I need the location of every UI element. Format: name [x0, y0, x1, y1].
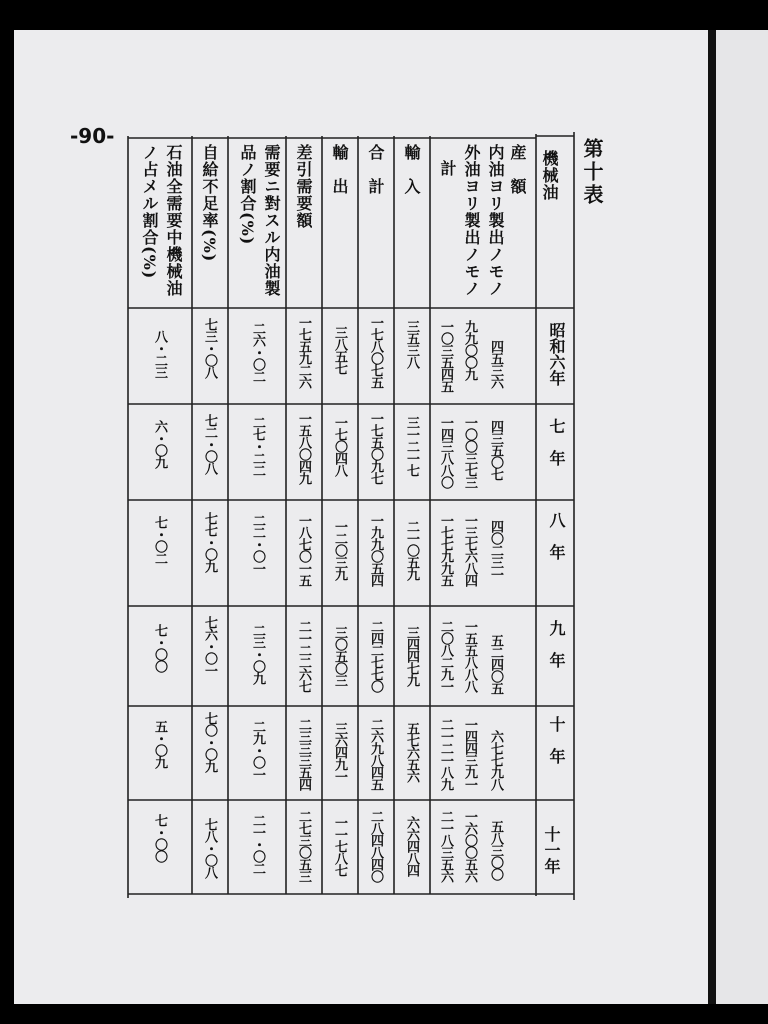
cell-net-demand: 一八七〇一五 [296, 514, 311, 586]
cell-production-total: 一〇三五四五 [438, 320, 453, 392]
cell-total: 二八四八四〇 [368, 810, 383, 882]
cell-domestic: 四三五〇七 [488, 420, 503, 480]
header-item: 機械油 [540, 150, 559, 201]
header-production: 産 額 [508, 144, 527, 195]
cell-domestic-ratio: 二七・二二 [250, 416, 265, 476]
header-share-1: 石油全需要中機械油 [164, 144, 183, 297]
cell-domestic: 五二四〇五 [488, 634, 503, 694]
cell-domestic: 六七七九八 [488, 730, 503, 790]
cell-exports: 一二〇三九 [332, 520, 347, 580]
cell-production-total: 二〇八二九一 [438, 620, 453, 692]
cell-foreign: 一六〇〇五六 [462, 810, 477, 882]
cell-domestic-ratio: 二九・〇一 [250, 720, 265, 780]
cell-net-demand: 二七三〇五三 [296, 810, 311, 882]
cell-share: 八・二三 [152, 330, 167, 378]
cell-shortfall: 七七・〇九 [202, 512, 217, 572]
header-net-demand: 差引需要額 [294, 144, 313, 229]
cell-total: 二四二七七〇 [368, 620, 383, 692]
cell-share: 五・〇九 [152, 720, 167, 768]
cell-imports: 五七六五六 [404, 722, 419, 782]
cell-imports: 二一〇五九 [404, 520, 419, 580]
cell-domestic: 五八三〇〇 [488, 820, 503, 880]
cell-total: 一七八〇七五 [368, 316, 383, 388]
cell-share: 七・〇〇 [152, 814, 167, 862]
cell-domestic: 四〇二三一 [488, 520, 503, 580]
cell-imports: 三五三八 [404, 320, 419, 368]
cell-exports: 一一七八七 [332, 816, 347, 876]
page-number: -90- [70, 124, 115, 148]
cell-share: 七・〇二 [152, 516, 167, 564]
cell-foreign: 一〇〇三七三 [462, 416, 477, 488]
cell-domestic-ratio: 二三・〇九 [250, 624, 265, 684]
cell-foreign: 一五五八八八 [462, 620, 477, 692]
cell-share: 七・〇〇 [152, 624, 167, 672]
header-imports: 輸 入 [402, 144, 421, 195]
cell-production-total: 一四三八八〇 [438, 416, 453, 488]
header-production-total: 計 [438, 160, 457, 177]
cell-shortfall: 七〇・〇九 [202, 712, 217, 772]
cell-total: 一九九〇五四 [368, 514, 383, 586]
header-shortfall: 自給不足率(%) [200, 144, 219, 263]
cell-domestic-ratio: 二一・〇二 [250, 814, 265, 874]
cell-total: 二六九八四五 [368, 718, 383, 790]
cell-share: 六・〇九 [152, 420, 167, 468]
header-domestic-production: 内油ヨリ製出ノモノ [486, 144, 505, 297]
table-title: 第十表 [580, 138, 604, 207]
cell-net-demand: 一五八〇四九 [296, 412, 311, 484]
cell-exports: 三六四九一 [332, 722, 347, 782]
header-domestic-ratio-1: 需要ニ對スル内油製 [262, 144, 281, 297]
header-foreign-production: 外油ヨリ製出ノモノ [462, 144, 481, 297]
year-label: 昭和六年 [547, 322, 566, 386]
cell-exports: 一七〇四八 [332, 416, 347, 476]
cell-shortfall: 七六・〇一 [202, 616, 217, 676]
cell-imports: 三一二一七 [404, 416, 419, 476]
cell-net-demand: 一七五九二六 [296, 316, 311, 388]
cell-shortfall: 七三・〇八 [202, 318, 217, 378]
year-label: 十 年 [547, 716, 566, 764]
cell-total: 一七五〇九七 [368, 412, 383, 484]
cell-foreign: 九九〇〇九 [462, 320, 477, 380]
cell-production-total: 二一八三五六 [438, 810, 453, 882]
header-total: 合 計 [366, 144, 385, 195]
header-domestic-ratio-2: 品ノ割合(%) [238, 144, 257, 246]
header-share-2: ノ占メル割合(%) [140, 144, 159, 280]
cell-net-demand: 二三三三五四 [296, 718, 311, 790]
year-label: 十一年 [542, 826, 561, 874]
cell-exports: 三〇五〇三 [332, 626, 347, 686]
cell-foreign: 一三七六八四 [462, 514, 477, 586]
cell-net-demand: 二一二二六七 [296, 620, 311, 692]
header-exports: 輸 出 [330, 144, 349, 195]
cell-production-total: 二一二一八九 [438, 718, 453, 790]
year-label: 八 年 [547, 512, 566, 560]
cell-shortfall: 七八・〇八 [202, 818, 217, 878]
year-label: 九 年 [547, 620, 566, 668]
cell-exports: 三八五七 [332, 326, 347, 374]
cell-domestic: 四五三六 [488, 340, 503, 388]
cell-domestic-ratio: 二六・〇二 [250, 322, 265, 382]
cell-imports: 三四四七九 [404, 626, 419, 686]
year-label: 七 年 [547, 418, 566, 466]
cell-production-total: 一七七九九五 [438, 514, 453, 586]
cell-imports: 六六四八四 [404, 816, 419, 876]
cell-foreign: 一四四三九一 [462, 718, 477, 790]
cell-domestic-ratio: 二二・〇一 [250, 514, 265, 574]
cell-shortfall: 七二・〇八 [202, 414, 217, 474]
